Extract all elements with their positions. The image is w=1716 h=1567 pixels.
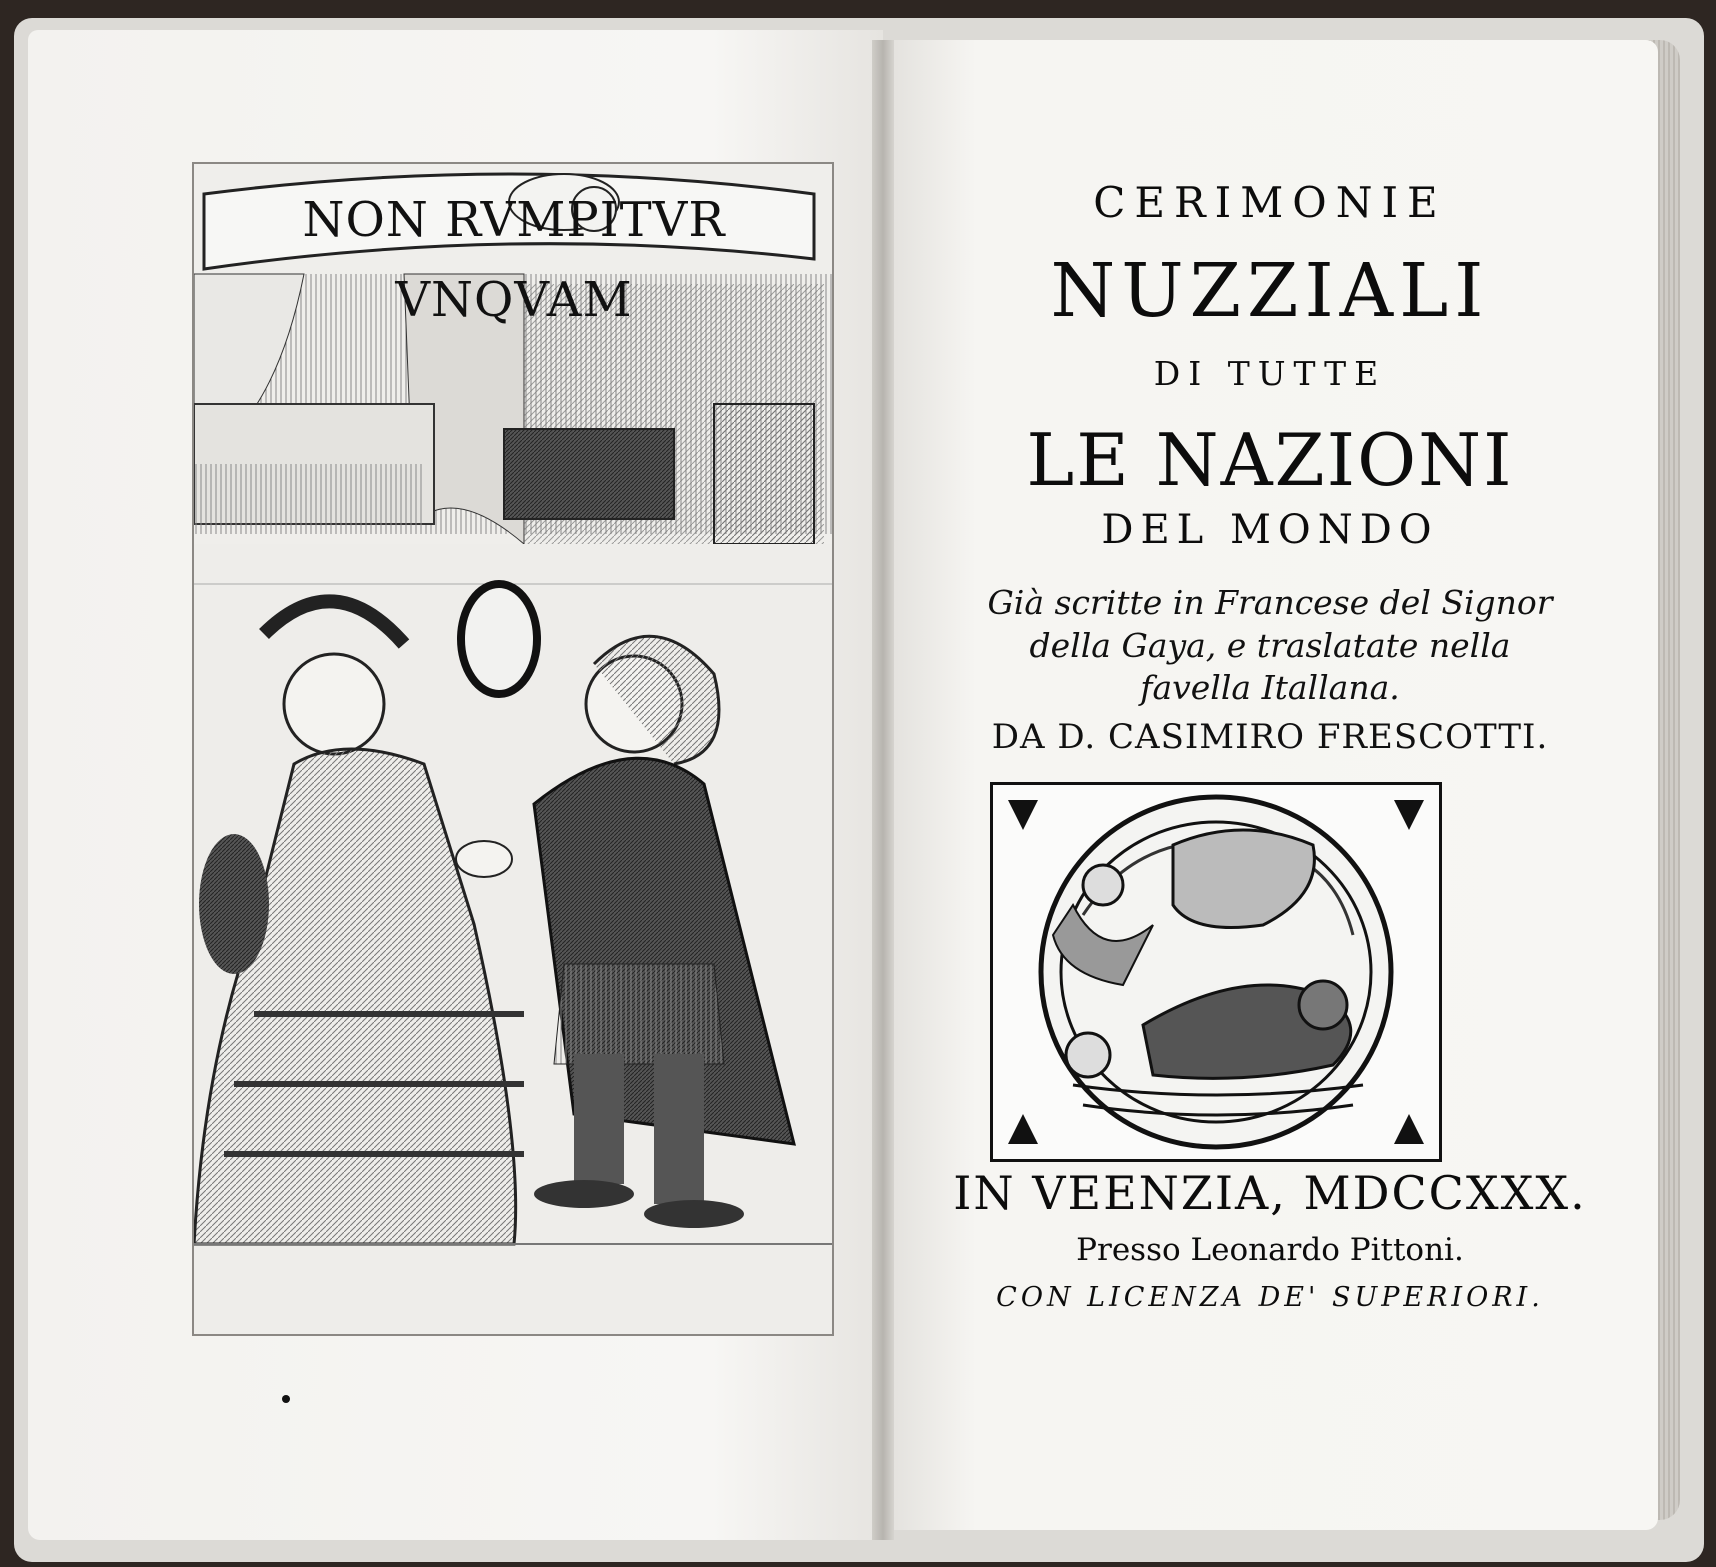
frontispiece-engraving xyxy=(192,162,834,1336)
woodcut-illustration xyxy=(993,785,1439,1159)
author-line: DA D. CASIMIRO FRESCOTTI. xyxy=(991,717,1549,757)
title-line-del-mondo: DEL MONDO xyxy=(1101,507,1439,553)
subtitle-line-2: della Gaya, e traslatate nella xyxy=(1029,626,1511,665)
book-gutter xyxy=(872,40,894,1540)
imprint-place-date: IN VEENZIA, MDCCXXX. xyxy=(953,1166,1587,1220)
subtitle-line-1: Già scritte in Francese del Signor xyxy=(987,583,1553,622)
printers-device-woodcut xyxy=(990,782,1442,1162)
imprint-printer: Presso Leonardo Pittoni. xyxy=(1076,1232,1464,1268)
title-line-le-nazioni: LE NAZIONI xyxy=(1026,418,1514,502)
imprint-licence: CON LICENZA DE' SUPERIORI. xyxy=(996,1282,1544,1313)
frontispiece-motto: NON RVMPITVR VNQVAM xyxy=(302,192,726,328)
title-line-di-tutte: DI TUTTE xyxy=(1153,354,1387,393)
title-line-nuzziali: NUZZIALI xyxy=(1050,248,1490,334)
subtitle-line-3: favella Itallana. xyxy=(1140,668,1400,707)
title-line-cerimonie: CERIMONIE xyxy=(1093,178,1447,227)
ink-spot xyxy=(282,1395,290,1403)
